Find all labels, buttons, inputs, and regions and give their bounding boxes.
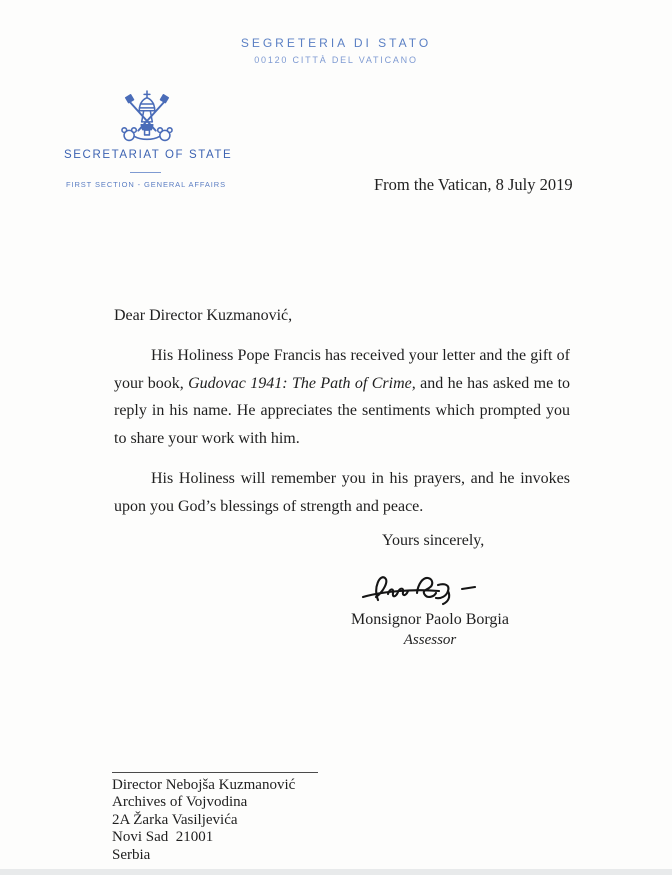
signer-block [340,611,520,649]
vatican-tiara-crossed-keys-icon [114,90,180,148]
recipient-country: Serbia [112,846,151,863]
letterhead-divider [130,172,161,173]
letterhead-line2: 00120 CITTÀ DEL VATICANO [254,55,418,65]
dateline: From the Vatican, 8 July 2019 [374,175,573,194]
recipient-street: 2A Žarka Vasiljevića [112,811,238,828]
paragraph-2: His Holiness will remember you in his prayers, and he invokes upon you God’s blessings of strength and peace. [114,470,570,515]
letterhead-line1: SEGRETERIA DI STATO [240,36,432,50]
secretariat-title: SECRETARIAT OF STATE [64,149,233,161]
paragraph-1-end: and he has asked me to reply in his name. He appreciates the sentiments which prompted you to share your work with him. [114,374,571,447]
handwritten-signature [360,568,482,616]
paragraph-1 [114,342,570,452]
recipient-name: Director Nebojša Kuzmanović [112,777,296,793]
scan-edge-artifact [0,869,672,875]
letter-body [114,342,570,533]
letterhead-italian [0,36,672,65]
signer-title: Assessor [403,632,457,648]
recipient-address [112,772,318,864]
secretariat-section: FIRST SECTION - GENERAL AFFAIRS [66,180,227,189]
signer-name: Monsignor Paolo Borgia [351,611,509,628]
salutation: Dear Director Kuzmanović, [114,307,293,324]
recipient-institution: Archives of Vojvodina [112,794,248,811]
valediction: Yours sincerely, [382,532,485,549]
recipient-city: Novi Sad 21001 [112,829,214,846]
paragraph-1-start: His Holiness Pope Francis has received your letter and the gift of your book, [114,347,570,392]
book-title: Gudovac 1941: The Path of Crime, [188,374,416,392]
